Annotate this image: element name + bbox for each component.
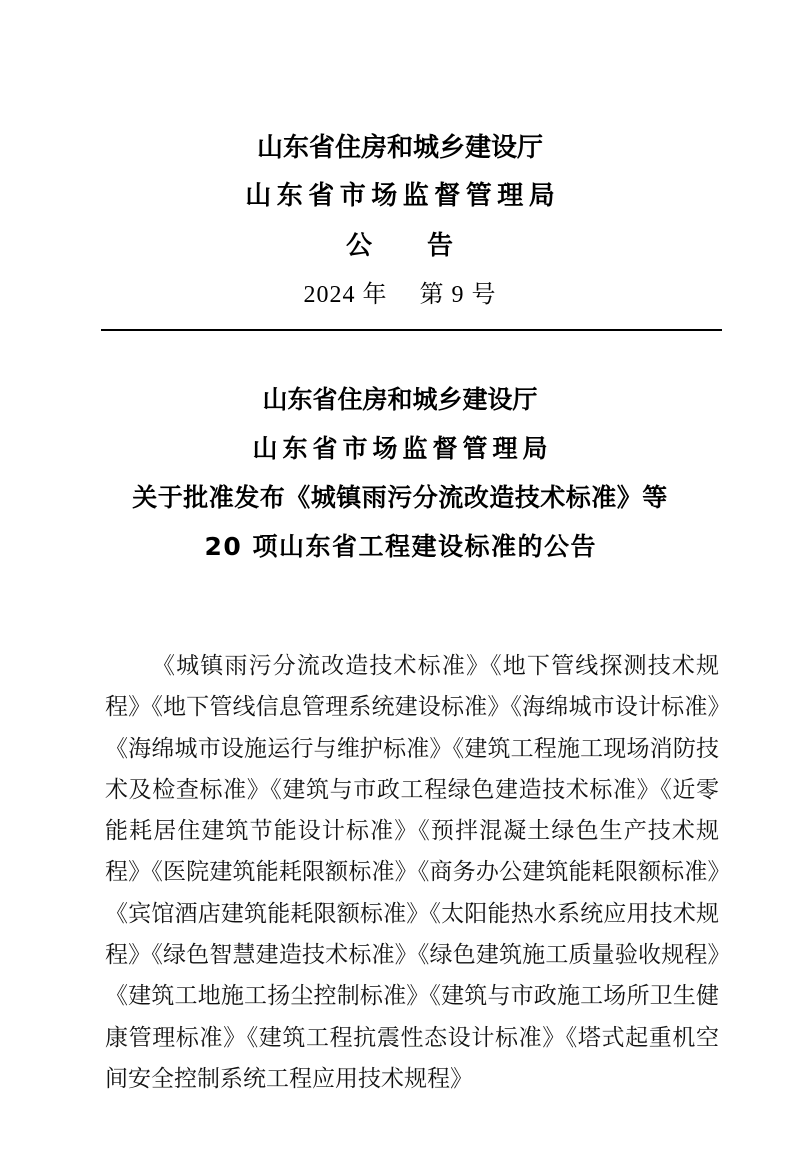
standards-list-paragraph: 《城镇雨污分流改造技术标准》《地下管线探测技术规程》《地下管线信息管理系统建设标准》《海绵城市设计标准》《海绵城市设施运行与维护标准》《建筑工程施工现场消防技术及检查标准》《建筑与市政工程绿色建造技术标准》《近零能耗居住建筑节能设计标准》《预拌混凝土绿色生产技术规程》《医院建筑能耗限额标准》《商务办公建筑能耗限额标准》《宾馆酒店建筑能耗限额标准》《太阳能热水系统应用技术规程》《绿色智慧建造技术标准》《绿色建筑施工质量验收规程》《建筑工地施工扬尘控制标准》《建筑与市政施工场所卫生健康管理标准》《建筑工程抗震性态设计标准》《塔式起重机空间安全控制系统工程应用技术规程》	[105, 653, 719, 1091]
issue-number: 2024 年 第 9 号	[303, 282, 497, 308]
notice-heading: 公 告	[345, 231, 454, 261]
issuer-name-housing-department: 山东省住房和城乡建设厅	[256, 133, 543, 163]
title-line-4: 20 项山东省工程建设标准的公告	[204, 532, 597, 561]
title-line-2: 山东省市场监督管理局	[252, 434, 553, 463]
horizontal-divider	[101, 329, 722, 331]
title-line-3: 关于批准发布《城镇雨污分流改造技术标准》等	[132, 483, 668, 512]
issuer-name-market-regulation-bureau: 山东省市场监督管理局	[245, 181, 561, 211]
masthead	[0, 124, 800, 318]
body-block	[105, 622, 719, 1122]
document-title	[0, 375, 800, 571]
title-line-1: 山东省住房和城乡建设厅	[262, 385, 538, 414]
